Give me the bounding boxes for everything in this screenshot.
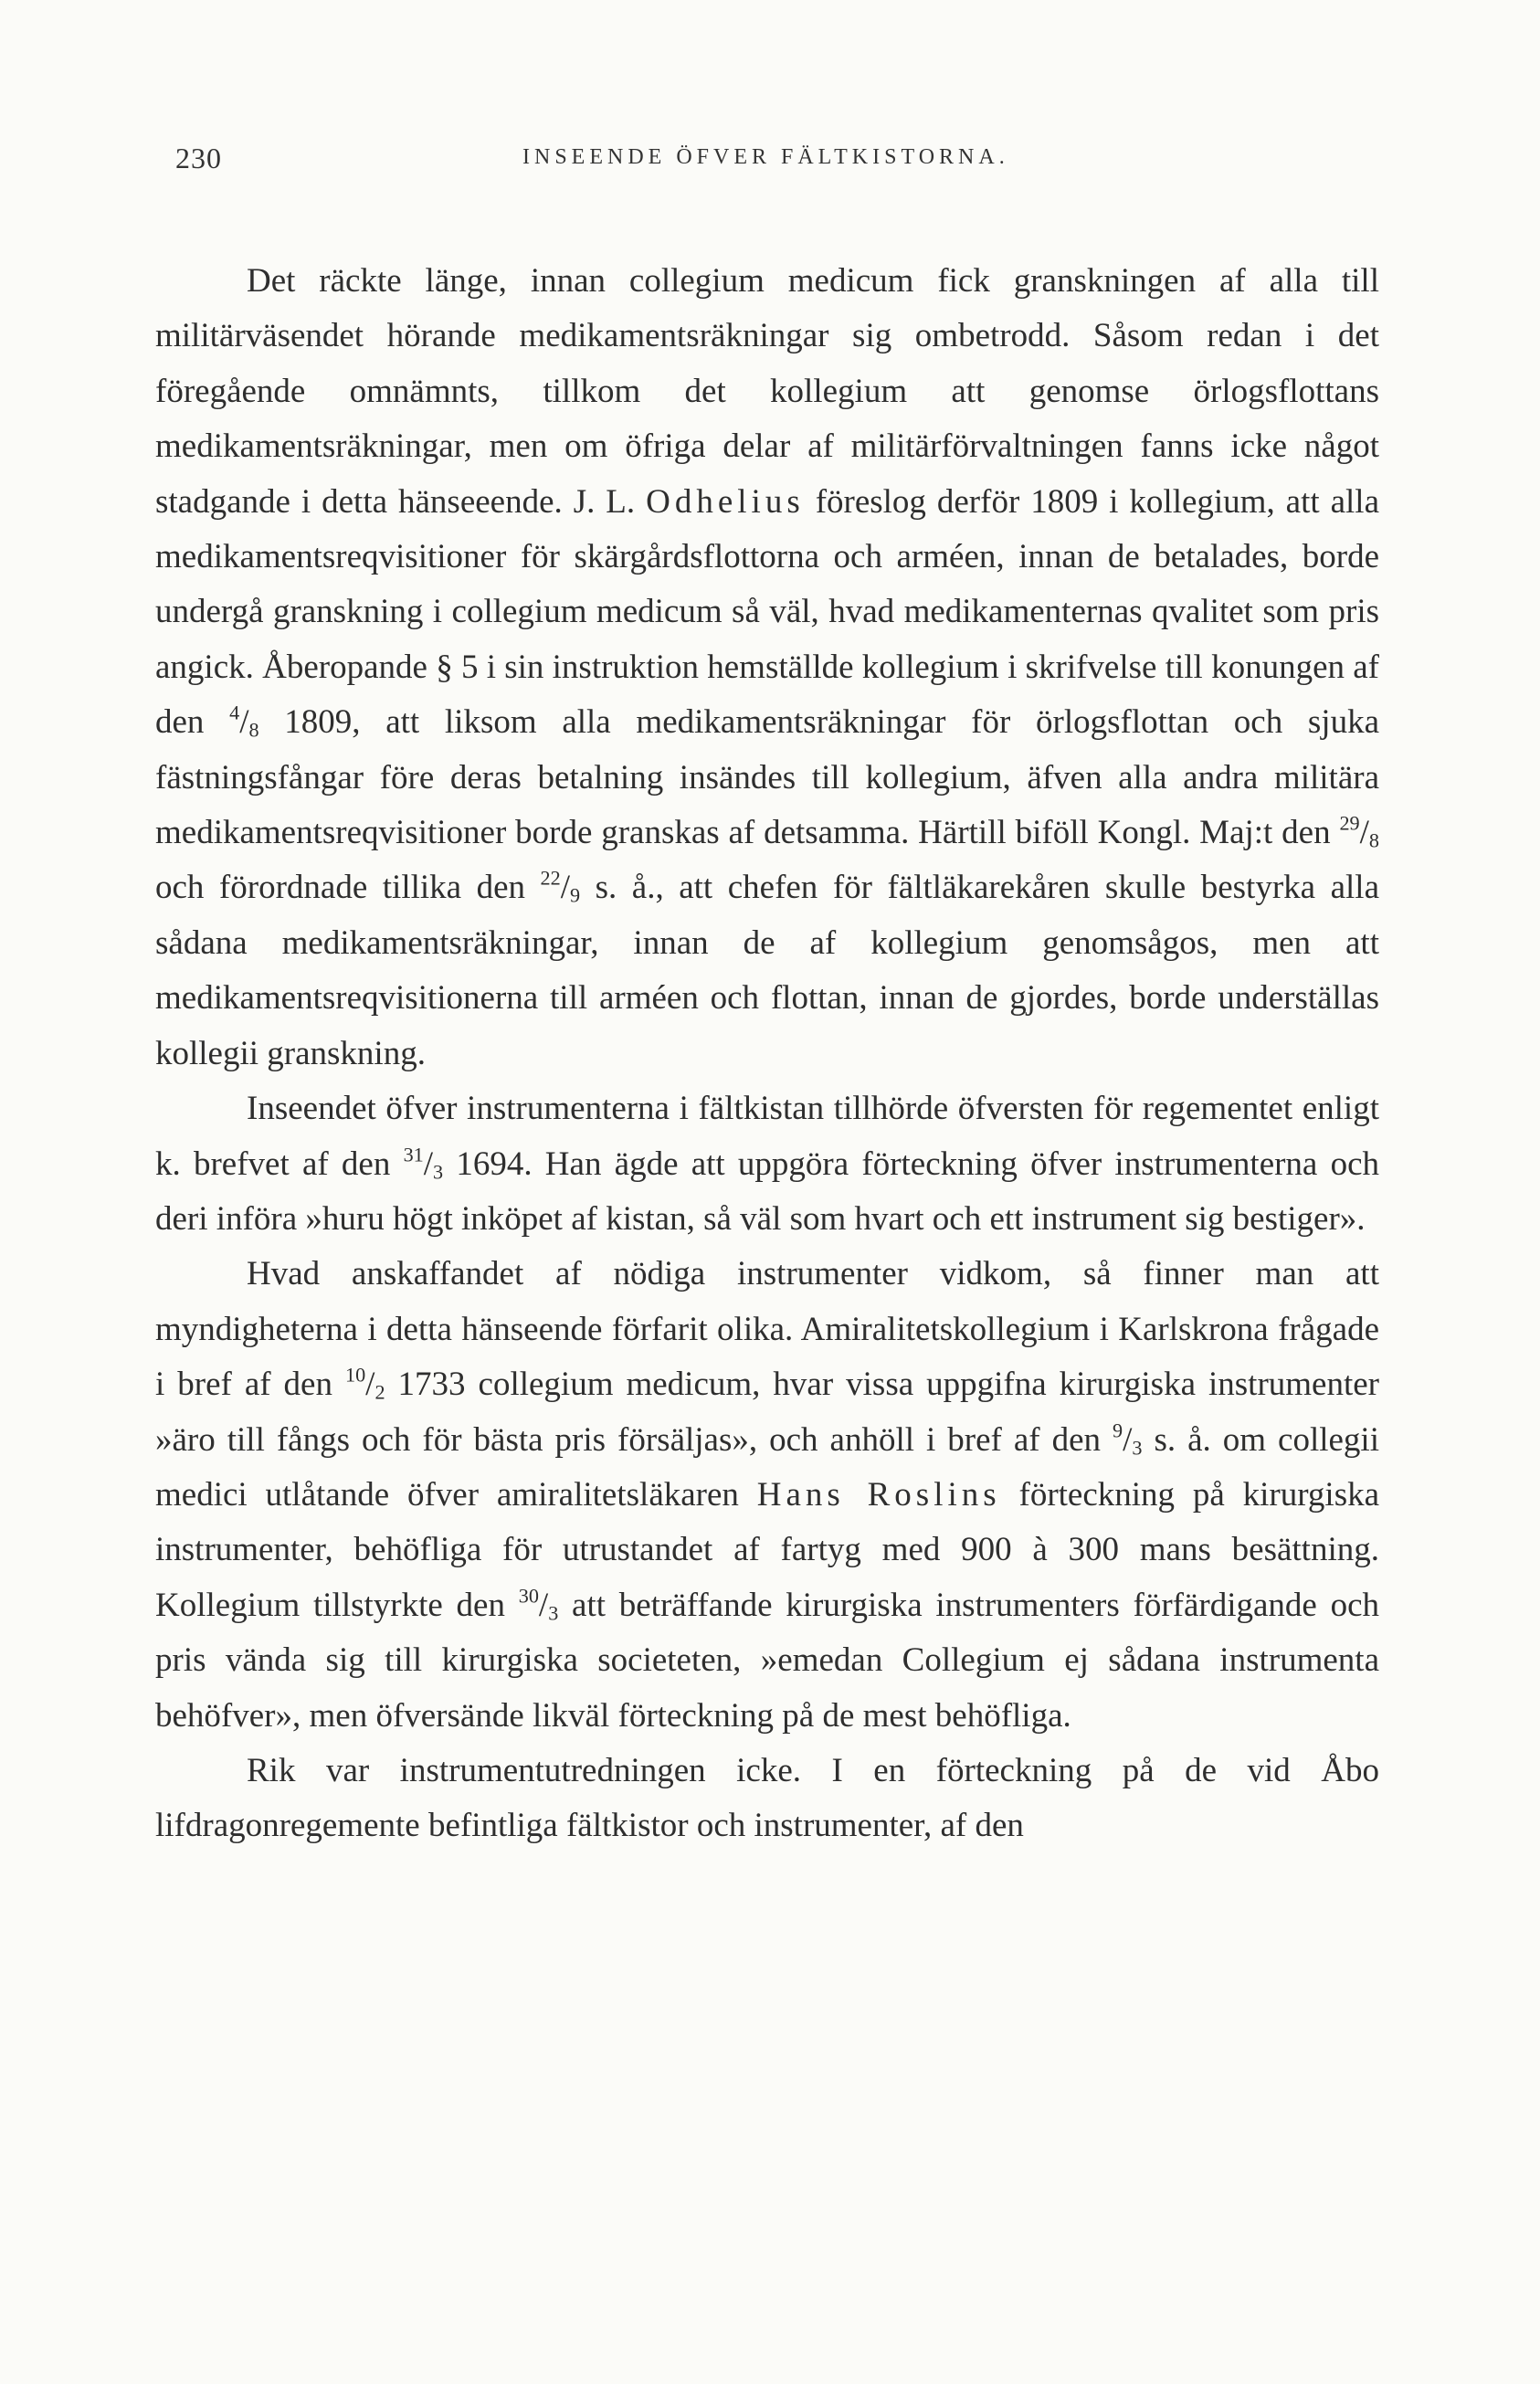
text-run: Inseendet öfver instrumenterna i fältkistan tillhörde öfversten för regementet enligt k. brefvet af den — [155, 1090, 1379, 1183]
text-run: 1694. Han ägde att uppgöra förteckning öfver instrumenterna och deri införa »huru högt inköpet af kistan, så väl som hvart och ett instrument sig bestiger». — [155, 1145, 1379, 1238]
text-run: föreslog derför 1809 i kollegium, att alla medikamentsreqvisitioner för skärgårdsflottorna och arméen, innan de betalades, borde undergå granskning i collegium medicum så väl, hvad medikamenternas qvalitet som pris angick. Åberopande § 5 i sin instruktion hemställde kollegium i skrifvelse till konungen af den — [155, 482, 1380, 742]
person-name: Hans Roslins — [756, 1475, 1001, 1514]
date-numerator: 9 — [1112, 1419, 1123, 1442]
text-run: s. å., att chefen för fältläkarekåren skulle bestyrka alla sådana medikamentsräkningar, innan de af kollegium genomsågos, men att medikamentsreqvisitionerna till arméen och flottan, innan de gjordes, borde underställas kollegii granskning. — [155, 869, 1379, 1072]
date-denominator: 9 — [570, 883, 581, 907]
text-run: förteckning på kirurgiska instrumenter, behöfliga för utrustandet af fartyg med 900 à 300 mans besättning. Kollegium tillstyrkte den — [155, 1475, 1380, 1624]
date-denominator: 3 — [433, 1159, 444, 1183]
date-numerator: 31 — [403, 1143, 424, 1166]
body-text — [155, 254, 1379, 1854]
text-run: Hvad anskaffandet af nödiga instrumenter vidkom, så finner man att myndigheterna i detta hänseende förfarit olika. Amiralitetskollegium i Karlskrona frågade i bref af den — [155, 1255, 1379, 1404]
text-run: 1809, att liksom alla medikamentsräkningar för örlogsflottan och sjuka fästningsfångar före deras betalning insändes till kollegium, äfven alla andra militära medikamentsreqvisitioner borde granskas af detsamma. Härtill biföll Kongl. Maj:t den — [155, 703, 1379, 852]
paragraph-3: Hvad anskaffandet af nödiga instrumenter vidkom, så finner man att myndigheterna i detta hänseende förfarit olika. Amiralitetskollegium i Karlskrona frågade i bref af den $^{10}/_2$ 1733 collegium medicum, hvar vissa uppgifna kirurgiska instrumenter »äro till fångs och för bästa pris försäljas», och anhöll i bref af den $^9/_3$ s. å. om collegii medici utlåtande öfver amiralitetsläkaren Hans Roslins förteckning på kirurgiska instrumenter, behöfliga för utrustandet af fartyg med 900 à 300 mans besättning. Kollegium tillstyrkte den $^{30}/_3$ att beträffande kirurgiska instrumenters förfärdigande och pris vända sig till kirurgiska societeten, »emedan Collegium ej sådana instrumenta behöfver», men öfversände likväl förteckning på de mest behöfliga. — [155, 1255, 1380, 1735]
paragraph-2: Inseendet öfver instrumenterna i fältkistan tillhörde öfversten för regementet enligt k. brefvet af den $^{31}/_3$ 1694. Han ägde att uppgöra förteckning öfver instrumenterna och deri införa »huru högt inköpet af kistan, så väl som hvart och ett instrument sig bestiger». — [155, 1090, 1379, 1238]
date-numerator: 4 — [229, 701, 240, 724]
date-denominator: 3 — [548, 1601, 559, 1625]
date-numerator: 10 — [344, 1363, 366, 1387]
running-head — [175, 142, 1381, 178]
text-run: s. å. om collegii medici utlåtande öfver amiralitetsläkaren — [155, 1420, 1379, 1514]
date-numerator: 30 — [518, 1584, 539, 1608]
date-denominator: 3 — [1132, 1435, 1143, 1459]
person-name: Odhelius — [646, 482, 805, 521]
text-run: Det räckte länge, innan collegium medicum fick granskningen af alla till militärväsendet hörande medikamentsräkningar sig ombetrodd. Såsom redan i det föregående omnämnts, tillkom det kollegium att genomse örlogsflottans medikamentsräkningar, men om öfriga delar af militärförvaltningen fanns icke något stadgande i detta hänseeende. J. L. — [155, 262, 1379, 521]
date-denominator: 2 — [374, 1380, 385, 1404]
paragraph-1: Det räckte länge, innan collegium medicum fick granskningen af alla till militärväsendet hörande medikamentsräkningar sig ombetrodd. Såsom redan i det föregående omnämnts, tillkom det kollegium att genomse örlogsflottans medikamentsräkningar, men om öfriga delar af militärförvaltningen fanns icke något stadgande i detta hänseeende. J. L. Odhelius föreslog derför 1809 i kollegium, att alla medikamentsreqvisitioner för skärgårdsflottorna och arméen, innan de betalades, borde undergå granskning i collegium medicum så väl, hvad medikamenternas qvalitet som pris angick. Åberopande § 5 i sin instruktion hemställde kollegium i skrifvelse till konungen af den $^4/_8$ 1809, att liksom alla medikamentsräkningar för örlogsflottan och sjuka fästningsfångar före deras betalning insändes till kollegium, äfven alla andra militära medikamentsreqvisitioner borde granskas af detsamma. Härtill biföll Kongl. Maj:t den $^{29}/_8$ och förordnade tillika den $^{22}/_9$ s. å., att chefen för fältläkarekåren skulle bestyrka alla sådana medikamentsräkningar, innan de af kollegium genomsågos, men att medikamentsreqvisitionerna till arméen och flottan, innan de gjordes, borde underställas kollegii granskning. — [155, 262, 1380, 1072]
text-run: 1733 collegium medicum, hvar vissa uppgifna kirurgiska instrumenter »äro till fångs och för bästa pris försäljas», och anhöll i bref af den — [155, 1366, 1379, 1459]
running-title: INSEENDE ÖFVER FÄLTKISTORNA. — [522, 145, 1009, 169]
paragraph-4 — [155, 1744, 1379, 1854]
page-number: 230 — [175, 142, 222, 174]
date-denominator: 8 — [248, 718, 259, 742]
date-denominator: 8 — [1368, 828, 1379, 852]
text-run: och förordnade tillika den — [155, 869, 541, 907]
date-numerator: 29 — [1339, 811, 1360, 835]
text-run: att beträffande kirurgiska instrumenters förfärdigande och pris vända sig till kirurgiska societeten, »emedan Collegium ej sådana instrumenta behöfver», men öfversände likväl förteckning på de mest behöfliga. — [155, 1586, 1379, 1735]
text-run: Rik var instrumentutredningen icke. I en förteckning på de vid Åbo lifdragonregemente befintliga fältkistor och instrumenter, af den — [155, 1751, 1379, 1845]
date-numerator: 22 — [540, 867, 561, 891]
